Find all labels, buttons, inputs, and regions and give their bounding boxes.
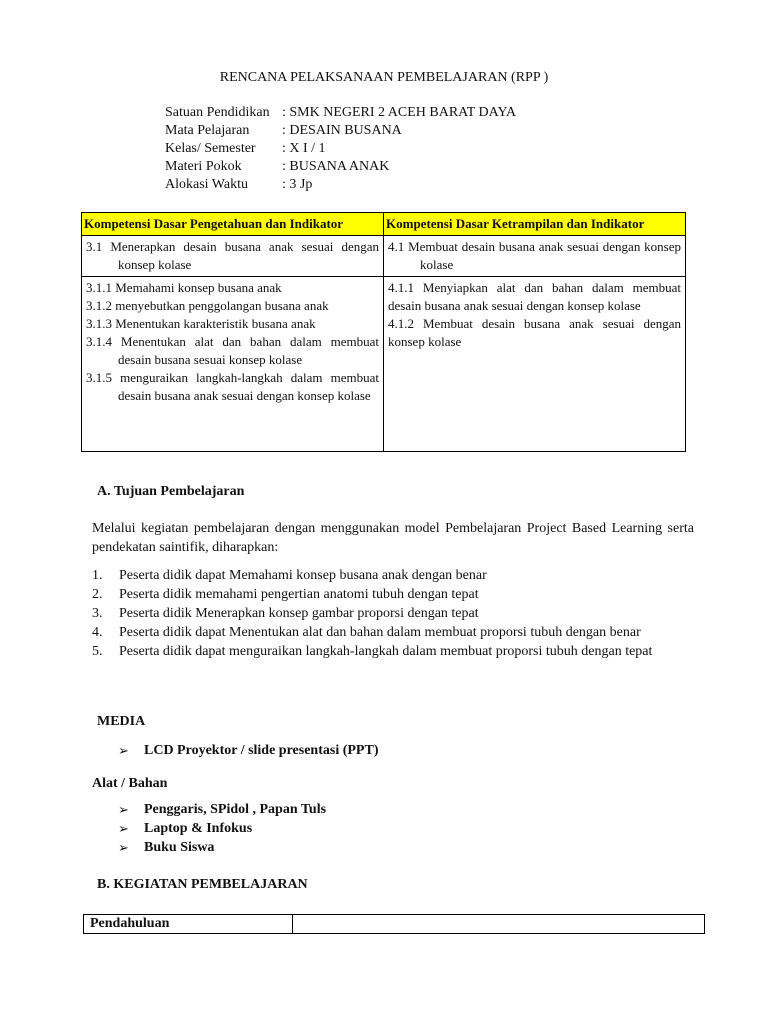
alat-heading: Alat / Bahan (92, 776, 168, 791)
indikator-item: 3.1.1 Memahami konsep busana anak (86, 280, 282, 295)
info-row (165, 104, 516, 122)
media-item-text: LCD Proyektor / slide presentasi (PPT) (144, 743, 379, 758)
intro-paragraph: Melalui kegiatan pembelajaran dengan menggunakan model Pembelajaran Project Based Learning serta pendekatan saintifik, diharapkan: (92, 521, 694, 555)
info-value: : BUSANA ANAK (282, 159, 390, 174)
arrow-bullet-icon: ➢ (118, 840, 129, 855)
table-row (82, 277, 686, 452)
indikator-item: 3.1.5 menguraikan langkah-langkah dalam membuat desain busana anak sesuai dengan konsep kolase (86, 370, 379, 403)
arrow-bullet-icon: ➢ (118, 821, 129, 836)
list-item (92, 623, 694, 642)
document-title: RENCANA PELAKSANAAN PEMBELAJARAN (RPP ) (219, 70, 549, 85)
list-number: 2. (92, 587, 103, 602)
list-number: 5. (92, 644, 103, 659)
list-text: Peserta didik Menerapkan konsep gambar proporsi dengan tepat (119, 606, 479, 621)
info-label: Mata Pelajaran (165, 123, 250, 138)
kompetensi-dasar-table (81, 212, 686, 452)
list-text: Peserta didik memahami pengertian anatomi tubuh dengan tepat (119, 587, 479, 602)
info-label: Satuan Pendidikan (165, 105, 270, 120)
table-row (82, 236, 686, 277)
info-value: : X I / 1 (282, 141, 326, 156)
info-row (165, 176, 516, 194)
table-header-row (82, 213, 686, 236)
section-a-heading: A. Tujuan Pembelajaran (97, 484, 245, 499)
info-row (165, 158, 516, 176)
info-label: Alokasi Waktu (165, 177, 248, 192)
kd-cell (384, 236, 686, 277)
indikator-item: 3.1.3 Menentukan karakteristik busana anak (86, 316, 316, 331)
alat-item-text: Laptop & Infokus (144, 821, 253, 836)
kd-pengetahuan: 3.1 Menerapkan desain busana anak sesuai dengan konsep kolase (86, 239, 379, 272)
info-label: Materi Pokok (165, 159, 242, 174)
list-item (92, 642, 694, 661)
alat-item (118, 840, 214, 856)
list-text: Peserta didik dapat menguraikan langkah-langkah dalam membuat proporsi tubuh dengan tepat (119, 644, 653, 659)
goals-list (92, 566, 694, 661)
alat-item-text: Penggaris, SPidol , Papan Tuls (144, 802, 327, 817)
list-item (92, 566, 694, 585)
media-item (118, 743, 379, 759)
info-value: : DESAIN BUSANA (282, 123, 402, 138)
indikator-cell (384, 277, 686, 452)
indikator-cell (82, 277, 384, 452)
indikator-item: 3.1.2 menyebutkan penggolangan busana anak (86, 298, 329, 313)
pendahuluan-cell: Pendahuluan (84, 915, 293, 934)
indikator-item: 4.1.2 Membuat desain busana anak sesuai dengan konsep kolase (388, 316, 681, 349)
arrow-bullet-icon: ➢ (118, 802, 129, 817)
indikator-item: 3.1.4 Menentukan alat dan bahan dalam membuat desain busana sesuai konsep kolase (86, 334, 379, 367)
list-item (92, 604, 694, 623)
info-label: Kelas/ Semester (165, 141, 256, 156)
alat-item-text: Buku Siswa (144, 840, 215, 855)
list-number: 4. (92, 625, 103, 640)
kegiatan-table (83, 914, 705, 934)
alat-item (118, 802, 326, 818)
arrow-bullet-icon: ➢ (118, 743, 129, 758)
header-kd-ketrampilan: Kompetensi Dasar Ketrampilan dan Indikator (384, 213, 686, 236)
info-value: : SMK NEGERI 2 ACEH BARAT DAYA (282, 105, 517, 120)
info-value: : 3 Jp (282, 177, 313, 192)
alat-item (118, 821, 252, 837)
header-kd-pengetahuan: Kompetensi Dasar Pengetahuan dan Indikator (82, 213, 384, 236)
kd-ketrampilan: 4.1 Membuat desain busana anak sesuai dengan konsep kolase (388, 239, 681, 272)
list-item (92, 585, 694, 604)
table-row (84, 915, 705, 934)
section-b-heading: B. KEGIATAN PEMBELAJARAN (97, 877, 308, 892)
info-row (165, 140, 516, 158)
empty-cell (293, 915, 705, 934)
info-row (165, 122, 516, 140)
list-text: Peserta didik dapat Menentukan alat dan bahan dalam membuat proporsi tubuh dengan benar (119, 625, 641, 640)
kd-cell (82, 236, 384, 277)
list-number: 1. (92, 568, 103, 583)
list-text: Peserta didik dapat Memahami konsep busana anak dengan benar (119, 568, 487, 583)
list-number: 3. (92, 606, 103, 621)
identity-block (165, 104, 516, 194)
indikator-item: 4.1.1 Menyiapkan alat dan bahan dalam membuat desain busana anak sesuai dengan konsep kolase (388, 280, 681, 313)
media-heading: MEDIA (97, 714, 146, 729)
